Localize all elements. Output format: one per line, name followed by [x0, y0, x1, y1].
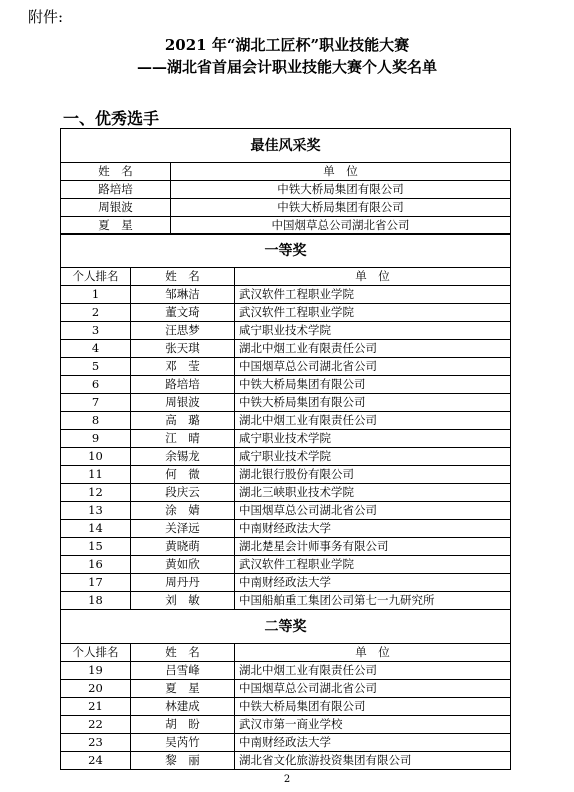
- cell-unit: 武汉软件工程职业学院: [239, 287, 354, 301]
- column-header-unit: 单 位: [355, 645, 390, 659]
- cell-name: 江 晴: [131, 430, 235, 447]
- section-title: 一、优秀选手: [63, 109, 160, 128]
- second-prize-title: 二等奖: [61, 610, 510, 644]
- cell-unit: 中国烟草总公司湖北省公司: [239, 359, 377, 373]
- cell-unit: 湖北中烟工业有限责任公司: [239, 663, 377, 677]
- table-row: [61, 376, 510, 394]
- cell-rank: 4: [61, 340, 131, 357]
- cell-rank: 15: [61, 538, 131, 555]
- table-row: [61, 412, 510, 430]
- table-row: [61, 752, 510, 770]
- cell-rank: 19: [61, 662, 131, 679]
- table-row: [61, 199, 510, 217]
- table-row: [61, 734, 510, 752]
- cell-name: 路培培: [131, 376, 235, 393]
- column-header-unit: 单 位: [355, 269, 390, 283]
- cell-name: 关泽远: [131, 520, 235, 537]
- column-header-name: 姓 名: [131, 644, 235, 661]
- cell-rank: 24: [61, 752, 131, 769]
- cell-name: 路培培: [61, 181, 171, 198]
- cell-name: 段庆云: [131, 484, 235, 501]
- cell-name: 邹琳洁: [131, 286, 235, 303]
- table-row: [61, 538, 510, 556]
- cell-unit: 中国船舶重工集团公司第七一九研究所: [239, 593, 435, 607]
- document-title: 2021 年“湖北工匠杯”职业技能大赛: [164, 36, 410, 54]
- cell-unit: 武汉市第一商业学校: [239, 717, 343, 731]
- cell-name: 刘 敏: [131, 592, 235, 609]
- cell-rank: 6: [61, 376, 131, 393]
- cell-unit: 中国烟草总公司湖北省公司: [271, 218, 410, 232]
- column-header-rank: 个人排名: [61, 644, 131, 661]
- table-row: [61, 662, 510, 680]
- cell-name: 周银波: [61, 199, 171, 216]
- column-header-rank: 个人排名: [61, 268, 131, 285]
- table-header-row: [61, 163, 510, 181]
- cell-name: 高 璐: [131, 412, 235, 429]
- cell-unit: 湖北中烟工业有限责任公司: [239, 413, 377, 427]
- cell-rank: 20: [61, 680, 131, 697]
- cell-rank: 14: [61, 520, 131, 537]
- table-row: [61, 394, 510, 412]
- cell-rank: 17: [61, 574, 131, 591]
- cell-rank: 3: [61, 322, 131, 339]
- table-row: [61, 448, 510, 466]
- table-header-row: [61, 644, 510, 662]
- cell-unit: 湖北中烟工业有限责任公司: [239, 341, 377, 355]
- cell-name: 胡 盼: [131, 716, 235, 733]
- cell-rank: 22: [61, 716, 131, 733]
- table-row: [61, 592, 510, 610]
- cell-name: 何 微: [131, 466, 235, 483]
- cell-name: 黎 丽: [131, 752, 235, 769]
- cell-name: 汪思梦: [131, 322, 235, 339]
- cell-unit: 武汉软件工程职业学院: [239, 557, 354, 571]
- cell-name: 周丹丹: [131, 574, 235, 591]
- cell-name: 夏 星: [61, 217, 171, 234]
- style-award-title: 最佳风采奖: [61, 129, 510, 163]
- table-row: [61, 520, 510, 538]
- cell-unit: 武汉软件工程职业学院: [239, 305, 354, 319]
- table-row: [61, 716, 510, 734]
- cell-rank: 13: [61, 502, 131, 519]
- table-row: [61, 466, 510, 484]
- document-subtitle: ——湖北省首届会计职业技能大赛个人奖名单: [136, 58, 437, 76]
- cell-unit: 湖北楚星会计师事务有限公司: [239, 539, 389, 553]
- cell-unit: 中南财经政法大学: [239, 735, 331, 749]
- cell-rank: 10: [61, 448, 131, 465]
- style-award-table: [60, 128, 511, 235]
- cell-unit: 咸宁职业技术学院: [239, 431, 331, 445]
- cell-name: 夏 星: [131, 680, 235, 697]
- attachment-label: 附件:: [28, 8, 64, 26]
- cell-unit: 中铁大桥局集团有限公司: [277, 200, 404, 214]
- cell-rank: 16: [61, 556, 131, 573]
- cell-unit: 中铁大桥局集团有限公司: [239, 377, 366, 391]
- cell-unit: 中铁大桥局集团有限公司: [277, 182, 404, 196]
- first-prize-title: 一等奖: [61, 234, 510, 268]
- table-row: [61, 680, 510, 698]
- cell-rank: 11: [61, 466, 131, 483]
- cell-rank: 2: [61, 304, 131, 321]
- cell-unit: 湖北银行股份有限公司: [239, 467, 354, 481]
- cell-name: 黄晓萌: [131, 538, 235, 555]
- cell-unit: 中国烟草总公司湖北省公司: [239, 503, 377, 517]
- cell-unit: 咸宁职业技术学院: [239, 323, 331, 337]
- cell-unit: 湖北省文化旅游投资集团有限公司: [239, 753, 412, 767]
- cell-rank: 23: [61, 734, 131, 751]
- cell-rank: 18: [61, 592, 131, 609]
- cell-name: 张天琪: [131, 340, 235, 357]
- table-row: [61, 286, 510, 304]
- cell-rank: 1: [61, 286, 131, 303]
- cell-rank: 5: [61, 358, 131, 375]
- table-row: [61, 484, 510, 502]
- table-row: [61, 181, 510, 199]
- column-header-name: 姓 名: [131, 268, 235, 285]
- table-row: [61, 322, 510, 340]
- table-row: [61, 574, 510, 592]
- cell-rank: 9: [61, 430, 131, 447]
- cell-rank: 8: [61, 412, 131, 429]
- cell-rank: 21: [61, 698, 131, 715]
- table-row: [61, 502, 510, 520]
- table-row: [61, 698, 510, 716]
- page-number: 2: [283, 774, 291, 785]
- cell-unit: 中南财经政法大学: [239, 521, 331, 535]
- cell-rank: 12: [61, 484, 131, 501]
- cell-name: 黄如欣: [131, 556, 235, 573]
- table-row: [61, 430, 510, 448]
- first-prize-table: [60, 233, 511, 610]
- cell-name: 董文琦: [131, 304, 235, 321]
- table-row: [61, 340, 510, 358]
- table-row: [61, 304, 510, 322]
- cell-rank: 7: [61, 394, 131, 411]
- cell-unit: 中国烟草总公司湖北省公司: [239, 681, 377, 695]
- column-header-unit: 单 位: [323, 164, 358, 178]
- cell-unit: 中南财经政法大学: [239, 575, 331, 589]
- cell-unit: 中铁大桥局集团有限公司: [239, 395, 366, 409]
- cell-unit: 湖北三峡职业技术学院: [239, 485, 354, 499]
- second-prize-table: [60, 609, 511, 770]
- cell-name: 余锡龙: [131, 448, 235, 465]
- cell-name: 吴芮竹: [131, 734, 235, 751]
- cell-name: 涂 婧: [131, 502, 235, 519]
- cell-unit: 中铁大桥局集团有限公司: [239, 699, 366, 713]
- cell-unit: 咸宁职业技术学院: [239, 449, 331, 463]
- cell-name: 邓 莹: [131, 358, 235, 375]
- cell-name: 周银波: [131, 394, 235, 411]
- table-row: [61, 556, 510, 574]
- cell-name: 林建成: [131, 698, 235, 715]
- table-row: [61, 358, 510, 376]
- table-header-row: [61, 268, 510, 286]
- column-header-name: 姓 名: [61, 163, 171, 180]
- cell-name: 吕雪峰: [131, 662, 235, 679]
